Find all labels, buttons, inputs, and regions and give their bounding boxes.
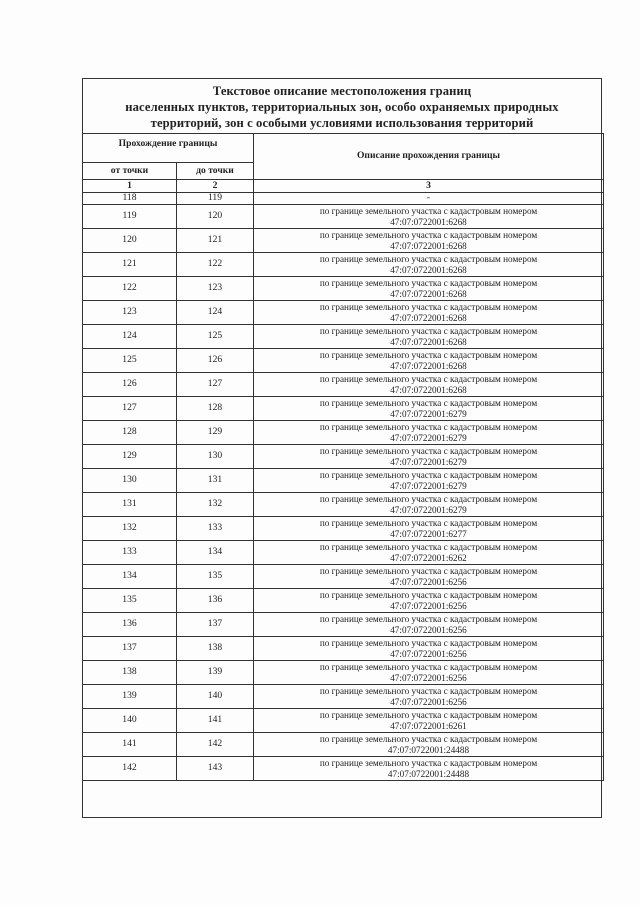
description-text: по границе земельного участка с кадастровым номером — [319, 398, 538, 408]
cadastral-number: 47:07:0722001:6261 — [390, 720, 467, 731]
description-text: по границе земельного участка с кадастровым номером — [319, 710, 538, 720]
cadastral-number: 47:07:0722001:6279 — [390, 480, 467, 491]
cadastral-number: 47:07:0722001:24488 — [387, 768, 470, 779]
table-row — [83, 757, 604, 781]
description-text: по границе земельного участка с кадастровым номером — [319, 638, 538, 648]
description-cell — [254, 637, 604, 661]
title-line-1: Текстовое описание местоположения границ — [212, 84, 472, 98]
description-cell — [254, 421, 604, 445]
from-point-cell: 121 — [83, 253, 177, 277]
description-text: по границе земельного участка с кадастровым номером — [319, 422, 538, 432]
header-boundary-passage: Прохождение границы — [83, 134, 254, 163]
table-row — [83, 445, 604, 469]
description-cell — [254, 589, 604, 613]
cadastral-number: 47:07:0722001:6268 — [390, 336, 467, 347]
description-text: по границе земельного участка с кадастровым номером — [319, 278, 538, 288]
table-row — [83, 205, 604, 229]
to-point-cell: 141 — [177, 709, 254, 733]
table-row — [83, 517, 604, 541]
description-text: по границе земельного участка с кадастровым номером — [319, 350, 538, 360]
description-text: по границе земельного участка с кадастровым номером — [319, 254, 538, 264]
to-point-cell: 122 — [177, 253, 254, 277]
from-point-cell: 140 — [83, 709, 177, 733]
table-row — [83, 493, 604, 517]
cadastral-number: 47:07:0722001:6268 — [390, 240, 467, 251]
header-to-point: до точки — [177, 163, 254, 180]
to-point-cell: 134 — [177, 541, 254, 565]
to-point-cell: 131 — [177, 469, 254, 493]
from-point-cell: 120 — [83, 229, 177, 253]
to-point-cell: 127 — [177, 373, 254, 397]
table-row — [83, 253, 604, 277]
table-row — [83, 277, 604, 301]
to-point-cell: 138 — [177, 637, 254, 661]
from-point-cell: 137 — [83, 637, 177, 661]
table-row — [83, 469, 604, 493]
header-col-number-3: 3 — [254, 180, 604, 193]
description-cell — [254, 205, 604, 229]
cadastral-number: 47:07:0722001:6279 — [390, 408, 467, 419]
description-text: по границе земельного участка с кадастровым номером — [319, 686, 538, 696]
to-point-cell: 123 — [177, 277, 254, 301]
cadastral-number: 47:07:0722001:6268 — [390, 360, 467, 371]
description-text: по границе земельного участка с кадастровым номером — [319, 614, 538, 624]
from-point-cell: 135 — [83, 589, 177, 613]
table-row — [83, 397, 604, 421]
from-point-cell: 129 — [83, 445, 177, 469]
description-cell — [254, 541, 604, 565]
description-cell — [254, 517, 604, 541]
from-point-cell: 128 — [83, 421, 177, 445]
description-cell — [254, 709, 604, 733]
description-text: по границе земельного участка с кадастровым номером — [319, 446, 538, 456]
from-point-cell: 133 — [83, 541, 177, 565]
table-row — [83, 229, 604, 253]
from-point-cell: 126 — [83, 373, 177, 397]
table-row — [83, 349, 604, 373]
to-point-cell: 135 — [177, 565, 254, 589]
description-cell — [254, 253, 604, 277]
description-cell — [254, 277, 604, 301]
table-row — [83, 421, 604, 445]
cadastral-number: 47:07:0722001:6256 — [390, 696, 467, 707]
table-row — [83, 541, 604, 565]
description-cell: - — [254, 193, 604, 205]
from-point-cell: 141 — [83, 733, 177, 757]
description-cell — [254, 493, 604, 517]
cadastral-number: 47:07:0722001:6279 — [390, 432, 467, 443]
description-text: по границе земельного участка с кадастровым номером — [319, 374, 538, 384]
header-col-number-1: 1 — [83, 180, 177, 193]
title-line-2: населенных пунктов, территориальных зон, особо охраняемых природных — [125, 100, 559, 114]
to-point-cell: 143 — [177, 757, 254, 781]
description-text: по границе земельного участка с кадастровым номером — [319, 230, 538, 240]
description-cell — [254, 325, 604, 349]
from-point-cell: 131 — [83, 493, 177, 517]
description-cell — [254, 565, 604, 589]
to-point-cell: 132 — [177, 493, 254, 517]
to-point-cell: 130 — [177, 445, 254, 469]
table-row — [83, 637, 604, 661]
cadastral-number: 47:07:0722001:6256 — [390, 672, 467, 683]
table-row — [83, 373, 604, 397]
description-cell — [254, 349, 604, 373]
from-point-cell: 136 — [83, 613, 177, 637]
table-row — [83, 565, 604, 589]
to-point-cell: 136 — [177, 589, 254, 613]
description-text: по границе земельного участка с кадастровым номером — [319, 470, 538, 480]
from-point-cell: 134 — [83, 565, 177, 589]
table-row — [83, 301, 604, 325]
to-point-cell: 142 — [177, 733, 254, 757]
cadastral-number: 47:07:0722001:6279 — [390, 504, 467, 515]
from-point-cell: 123 — [83, 301, 177, 325]
table-row — [83, 733, 604, 757]
description-cell — [254, 301, 604, 325]
to-point-cell: 119 — [177, 193, 254, 205]
to-point-cell: 125 — [177, 325, 254, 349]
from-point-cell: 118 — [83, 193, 177, 205]
description-text: по границе земельного участка с кадастровым номером — [319, 662, 538, 672]
from-point-cell: 119 — [83, 205, 177, 229]
from-point-cell: 132 — [83, 517, 177, 541]
to-point-cell: 128 — [177, 397, 254, 421]
to-point-cell: 124 — [177, 301, 254, 325]
description-text: по границе земельного участка с кадастровым номером — [319, 494, 538, 504]
to-point-cell: 121 — [177, 229, 254, 253]
cadastral-number: 47:07:0722001:6268 — [390, 384, 467, 395]
description-cell — [254, 733, 604, 757]
description-cell — [254, 661, 604, 685]
cadastral-number: 47:07:0722001:6256 — [390, 600, 467, 611]
description-text: по границе земельного участка с кадастровым номером — [319, 566, 538, 576]
boundary-table — [82, 133, 604, 781]
from-point-cell: 125 — [83, 349, 177, 373]
description-text: по границе земельного участка с кадастровым номером — [319, 734, 538, 744]
table-row — [83, 325, 604, 349]
to-point-cell: 129 — [177, 421, 254, 445]
description-cell — [254, 613, 604, 637]
table-row — [83, 589, 604, 613]
description-cell — [254, 229, 604, 253]
description-text: по границе земельного участка с кадастровым номером — [319, 326, 538, 336]
description-text: по границе земельного участка с кадастровым номером — [319, 518, 538, 528]
cadastral-number: 47:07:0722001:6256 — [390, 648, 467, 659]
header-description: Описание прохождения границы — [254, 134, 604, 180]
table-row — [83, 613, 604, 637]
cadastral-number: 47:07:0722001:6256 — [390, 576, 467, 587]
description-cell — [254, 757, 604, 781]
description-cell — [254, 445, 604, 469]
to-point-cell: 140 — [177, 685, 254, 709]
description-text: по границе земельного участка с кадастровым номером — [319, 758, 538, 768]
cadastral-number: 47:07:0722001:6268 — [390, 288, 467, 299]
from-point-cell: 127 — [83, 397, 177, 421]
cadastral-number: 47:07:0722001:6262 — [390, 552, 467, 563]
to-point-cell: 120 — [177, 205, 254, 229]
from-point-cell: 130 — [83, 469, 177, 493]
description-cell — [254, 397, 604, 421]
from-point-cell: 124 — [83, 325, 177, 349]
to-point-cell: 126 — [177, 349, 254, 373]
description-text: по границе земельного участка с кадастровым номером — [319, 302, 538, 312]
cadastral-number: 47:07:0722001:6268 — [390, 216, 467, 227]
cadastral-number: 47:07:0722001:6279 — [390, 456, 467, 467]
table-row — [83, 709, 604, 733]
description-text: по границе земельного участка с кадастровым номером — [319, 590, 538, 600]
header-from-point: от точки — [83, 163, 177, 180]
document-frame — [82, 78, 602, 818]
description-cell — [254, 469, 604, 493]
table-row — [83, 685, 604, 709]
table-row — [83, 661, 604, 685]
to-point-cell: 137 — [177, 613, 254, 637]
description-text: по границе земельного участка с кадастровым номером — [319, 206, 538, 216]
from-point-cell: 122 — [83, 277, 177, 301]
cadastral-number: 47:07:0722001:6277 — [390, 528, 467, 539]
cadastral-number: 47:07:0722001:6256 — [390, 624, 467, 635]
cadastral-number: 47:07:0722001:6268 — [390, 312, 467, 323]
cadastral-number: 47:07:0722001:6268 — [390, 264, 467, 275]
to-point-cell: 139 — [177, 661, 254, 685]
from-point-cell: 139 — [83, 685, 177, 709]
description-cell — [254, 373, 604, 397]
description-cell — [254, 685, 604, 709]
title-line-3: территорий, зон с особыми условиями использования территорий — [150, 116, 534, 130]
header-col-number-2: 2 — [177, 180, 254, 193]
document-title — [83, 83, 601, 131]
table-row — [83, 193, 604, 205]
description-text: по границе земельного участка с кадастровым номером — [319, 542, 538, 552]
cadastral-number: 47:07:0722001:24488 — [387, 744, 470, 755]
from-point-cell: 142 — [83, 757, 177, 781]
from-point-cell: 138 — [83, 661, 177, 685]
to-point-cell: 133 — [177, 517, 254, 541]
